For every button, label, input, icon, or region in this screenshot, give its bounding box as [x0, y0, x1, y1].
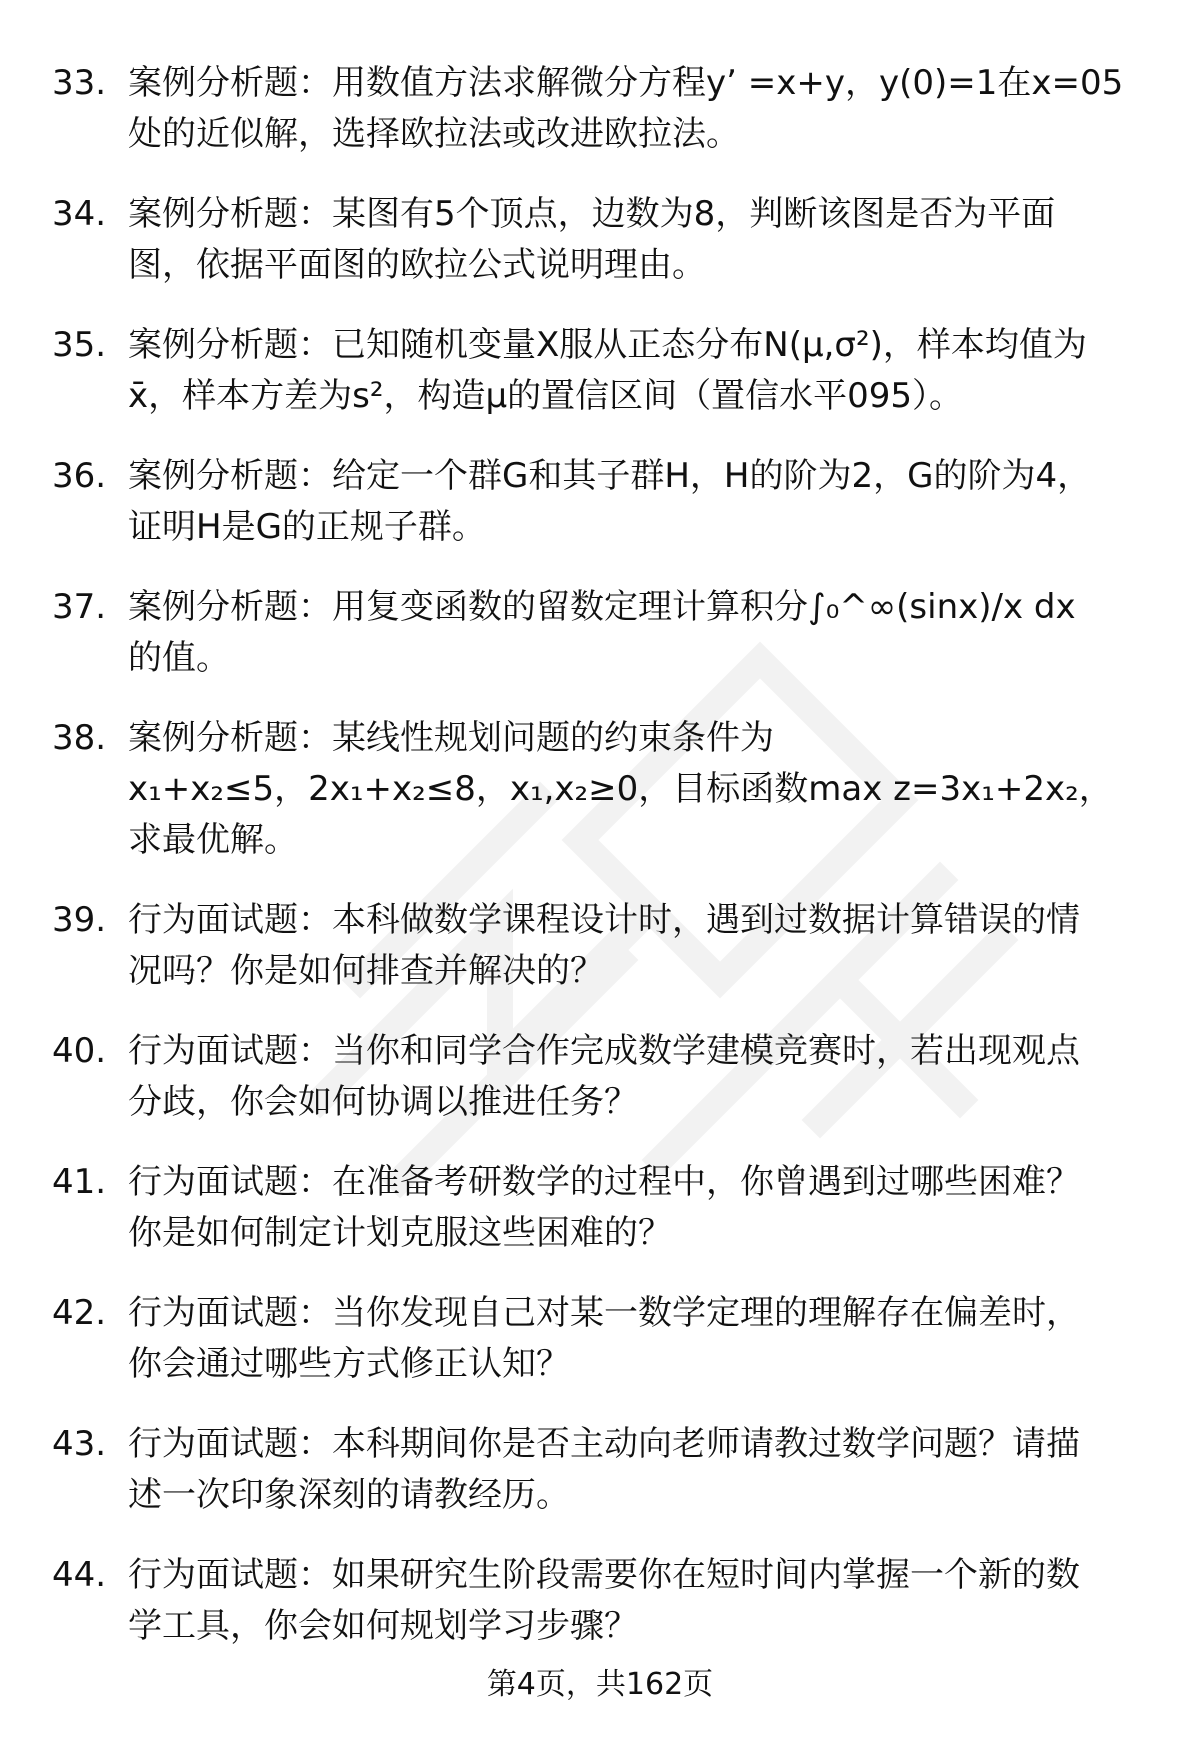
question-text-line: 图，依据平面图的欧拉公式说明理由。: [128, 245, 706, 285]
question-text-line: 案例分析题：某线性规划问题的约束条件为: [128, 718, 774, 758]
question-text-line: 案例分析题：已知随机变量X服从正态分布N(μ,σ²)，样本均值为: [128, 325, 1087, 365]
question-item: [52, 1157, 1152, 1259]
question-item: [52, 895, 1152, 997]
question-text: [128, 58, 1152, 160]
question-text-line: 况吗？你是如何排查并解决的？: [128, 951, 604, 991]
question-number: 41.: [52, 1162, 107, 1202]
question-item: [52, 189, 1152, 291]
question-text: [128, 713, 1152, 866]
page-footer: 第4页，共162页: [486, 1667, 714, 1702]
question-text-line: x₁+x₂≤5，2x₁+x₂≤8，x₁,x₂≥0，目标函数max z=3x₁+2x₂，: [128, 769, 1113, 809]
question-number: 39.: [52, 900, 107, 940]
question-text: [128, 1550, 1152, 1652]
question-text-line: 案例分析题：给定一个群G和其子群H，H的阶为2，G的阶为4，: [128, 456, 1092, 496]
question-text-line: 你会通过哪些方式修正认知？: [128, 1344, 570, 1384]
question-text-line: 求最优解。: [128, 820, 298, 860]
question-item: [52, 713, 1152, 866]
question-number: 42.: [52, 1293, 107, 1333]
question-text: [128, 451, 1152, 553]
question-text: [128, 1026, 1152, 1128]
question-text-line: 述一次印象深刻的请教经历。: [128, 1475, 570, 1515]
question-text-line: 证明H是G的正规子群。: [128, 507, 486, 547]
question-text: [128, 189, 1152, 291]
question-text-line: 行为面试题：本科做数学课程设计时，遇到过数据计算错误的情: [128, 900, 1080, 940]
question-number: 38.: [52, 718, 107, 758]
question-text-line: 行为面试题：当你发现自己对某一数学定理的理解存在偏差时，: [128, 1293, 1080, 1333]
question-number: 37.: [52, 587, 107, 627]
question-text-line: 的值。: [128, 638, 230, 678]
question-number: 44.: [52, 1555, 107, 1595]
question-item: [52, 582, 1152, 684]
question-item: [52, 451, 1152, 553]
question-number: 40.: [52, 1031, 107, 1071]
question-text-line: 案例分析题：用数值方法求解微分方程y’ =x+y，y(0)=1在x=05: [128, 63, 1124, 103]
question-text-line: 处的近似解，选择欧拉法或改进欧拉法。: [128, 114, 740, 154]
question-number: 35.: [52, 325, 107, 365]
question-text-line: x̄，样本方差为s²，构造μ的置信区间（置信水平095）。: [128, 376, 963, 416]
question-number: 34.: [52, 194, 107, 234]
question-text: [128, 895, 1152, 997]
question-item: [52, 58, 1152, 160]
question-text-line: 案例分析题：用复变函数的留数定理计算积分∫₀^∞(sinx)/x dx: [128, 587, 1076, 627]
question-text-line: 学工具，你会如何规划学习步骤？: [128, 1606, 638, 1646]
question-item: [52, 1550, 1152, 1652]
question-text-line: 行为面试题：在准备考研数学的过程中，你曾遇到过哪些困难？: [128, 1162, 1080, 1202]
question-number: 33.: [52, 63, 107, 103]
question-text-line: 你是如何制定计划克服这些困难的？: [128, 1213, 672, 1253]
question-text-line: 案例分析题：某图有5个顶点，边数为8，判断该图是否为平面: [128, 194, 1056, 234]
question-text: [128, 320, 1152, 422]
question-text: [128, 1288, 1152, 1390]
question-item: [52, 1288, 1152, 1390]
question-list: [52, 58, 1152, 1681]
question-text: [128, 582, 1152, 684]
question-text-line: 分歧，你会如何协调以推进任务？: [128, 1082, 638, 1122]
question-item: [52, 1419, 1152, 1521]
question-text-line: 行为面试题：如果研究生阶段需要你在短时间内掌握一个新的数: [128, 1555, 1080, 1595]
question-item: [52, 1026, 1152, 1128]
question-text-line: 行为面试题：当你和同学合作完成数学建模竞赛时，若出现观点: [128, 1031, 1080, 1071]
question-text: [128, 1157, 1152, 1259]
question-text: [128, 1419, 1152, 1521]
question-number: 36.: [52, 456, 107, 496]
question-item: [52, 320, 1152, 422]
question-number: 43.: [52, 1424, 107, 1464]
question-text-line: 行为面试题：本科期间你是否主动向老师请教过数学问题？请描: [128, 1424, 1080, 1464]
